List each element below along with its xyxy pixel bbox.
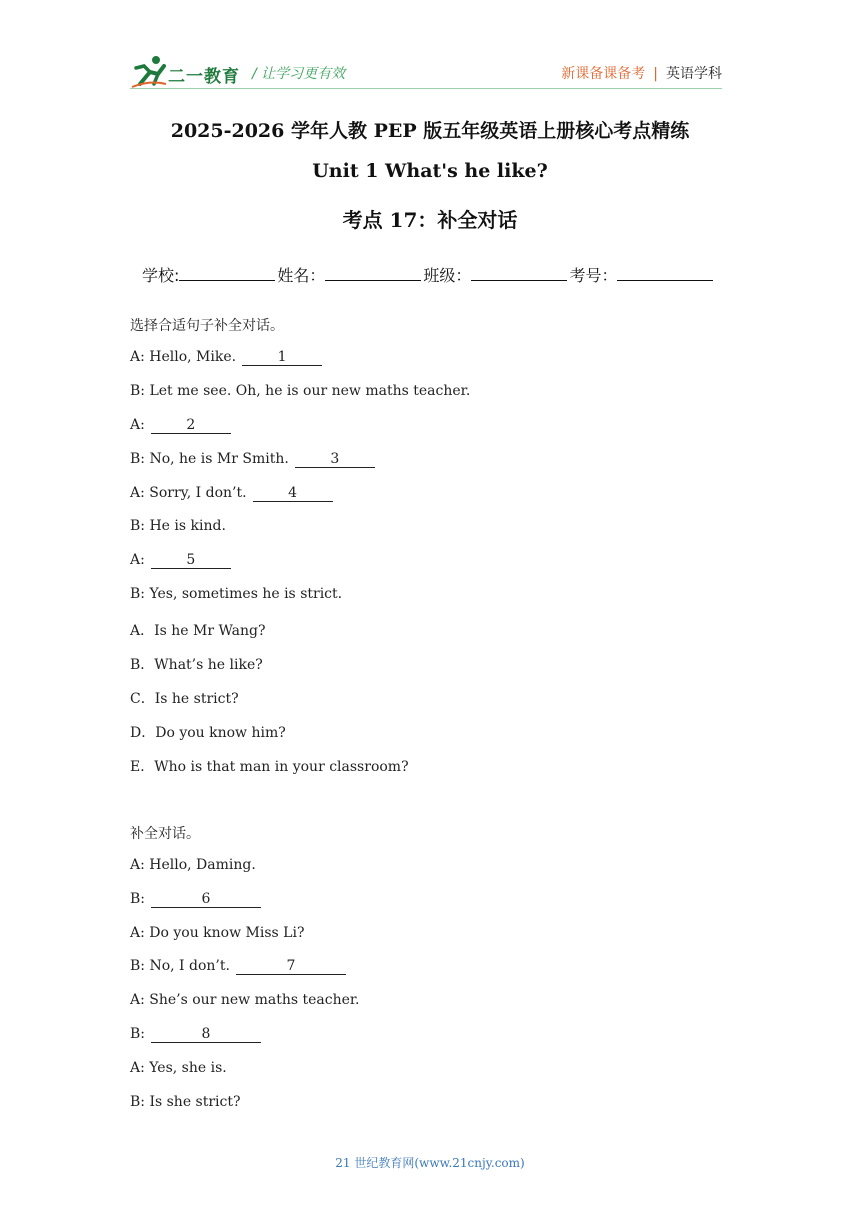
answer-blank[interactable]: 6 — [151, 892, 261, 908]
name-label: 姓名： — [277, 266, 326, 285]
line-text: B: No, he is Mr Smith. — [130, 451, 289, 467]
line-text: A: Sorry, I don’t. — [130, 485, 247, 501]
line-text: A: Hello, Daming. — [130, 857, 256, 873]
logo-text: 二一教育 — [168, 67, 240, 87]
line-text: A: — [130, 552, 145, 568]
option-item: E．Who is that man in your classroom? — [130, 759, 409, 775]
option-item: A．Is he Mr Wang? — [130, 623, 266, 639]
dialogue-line — [130, 451, 375, 468]
unit-title: Unit 1 What's he like? — [312, 160, 548, 182]
line-text: A: She’s our new maths teacher. — [130, 992, 360, 1008]
dialogue-line — [130, 1060, 227, 1076]
dialogue-line — [130, 925, 304, 941]
school-field[interactable] — [179, 266, 275, 281]
dialogue-line — [130, 1026, 261, 1043]
answer-blank[interactable]: 3 — [295, 452, 375, 468]
line-text: A: Hello, Mike. — [130, 349, 237, 365]
line-text: B: Is she strict? — [130, 1094, 241, 1110]
page-footer[interactable]: 21 世纪教育网(www.21cnjy.com) — [335, 1156, 525, 1170]
section2-instruction: 补全对话。 — [130, 826, 200, 842]
page-header — [0, 0, 860, 100]
document-title: 2025-2026 学年人教 PEP 版五年级英语上册核心考点精练 — [170, 120, 690, 142]
answer-blank[interactable]: 1 — [242, 350, 322, 366]
section1-instruction: 选择合适句子补全对话。 — [130, 318, 284, 334]
class-label: 班级： — [423, 266, 472, 285]
dialogue-line — [130, 552, 231, 569]
line-text: B: No, I don’t. — [130, 958, 230, 974]
header-separator: | — [653, 66, 658, 82]
header-course-label: 新课备课备考 — [561, 66, 646, 82]
name-field[interactable] — [325, 266, 421, 281]
header-right — [561, 63, 722, 83]
option-item: C．Is he strict? — [130, 691, 239, 707]
dialogue-line — [130, 891, 261, 908]
dialogue-line — [130, 586, 342, 602]
line-text: B: He is kind. — [130, 518, 226, 534]
dialogue-line — [130, 417, 231, 434]
number-field[interactable] — [617, 266, 713, 281]
line-text: A: Do you know Miss Li? — [130, 925, 305, 941]
answer-blank[interactable]: 2 — [151, 418, 231, 434]
dialogue-line — [130, 857, 256, 873]
line-text: A: Yes, she is. — [130, 1060, 227, 1076]
dialogue-line — [130, 485, 333, 502]
option-item: B．What’s he like? — [130, 657, 263, 673]
dialogue-line — [130, 518, 226, 534]
line-text: B: — [130, 1026, 146, 1042]
line-text: A: — [130, 417, 145, 433]
answer-blank[interactable]: 7 — [236, 959, 346, 975]
class-field[interactable] — [471, 266, 567, 281]
topic-title: 考点 17：补全对话 — [342, 208, 518, 232]
answer-blank[interactable]: 4 — [253, 486, 333, 502]
number-label: 考号： — [569, 266, 618, 285]
student-info-row — [142, 263, 715, 286]
header-subject-label: 英语学科 — [666, 66, 722, 82]
header-divider — [130, 88, 722, 89]
answer-blank[interactable]: 5 — [151, 553, 231, 569]
dialogue-line — [130, 1094, 241, 1110]
option-item: D．Do you know him? — [130, 725, 286, 741]
line-text: B: Let me see. Oh, he is our new maths teacher. — [130, 383, 471, 399]
dialogue-line — [130, 349, 322, 366]
dialogue-line — [130, 383, 470, 399]
answer-blank[interactable]: 8 — [151, 1027, 261, 1043]
dialogue-line — [130, 992, 359, 1008]
line-text: B: Yes, sometimes he is strict. — [130, 586, 343, 602]
header-slogan: / 让学习更有效 — [252, 66, 346, 82]
dialogue-line — [130, 958, 346, 975]
line-text: B: — [130, 891, 146, 907]
school-label: 学校: — [142, 266, 180, 285]
